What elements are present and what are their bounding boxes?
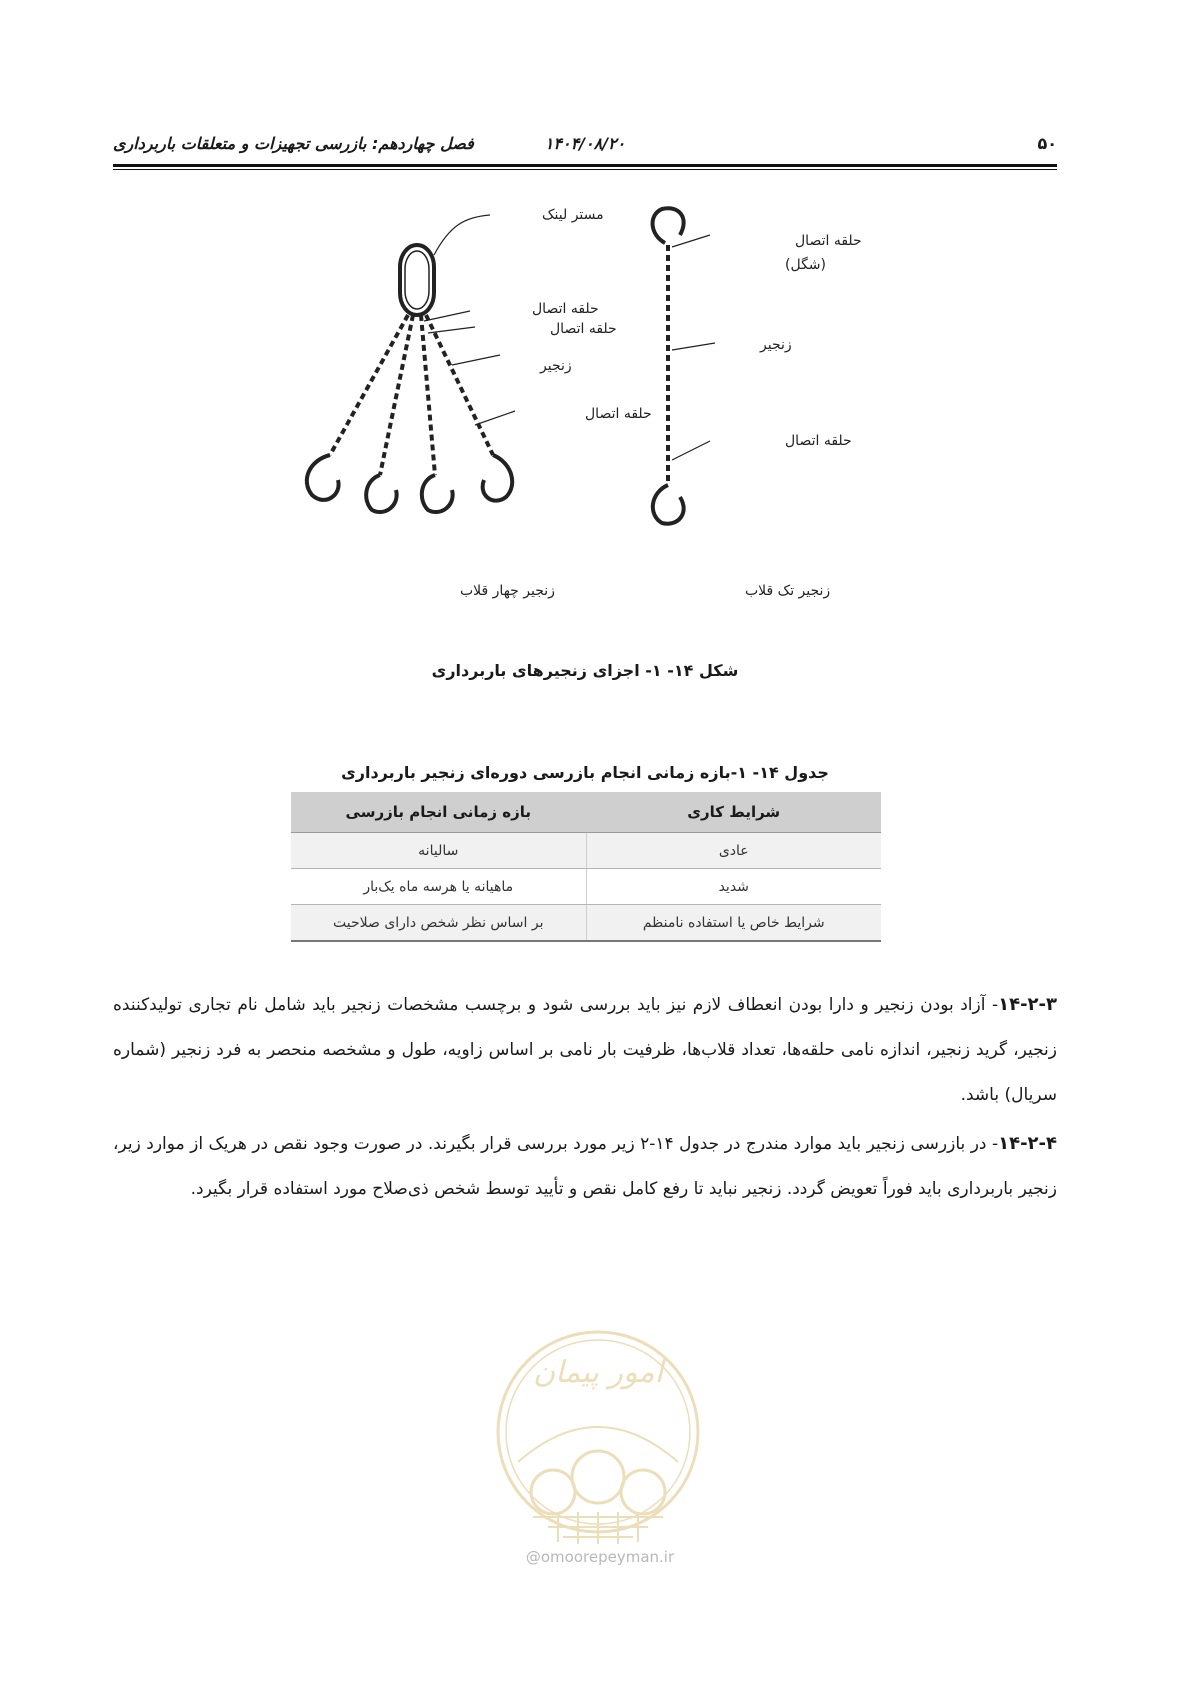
chain-figure	[300, 205, 880, 625]
header-date: ۱۴۰۴/۰۸/۲۰	[544, 134, 626, 153]
page-number: ۵۰	[1037, 134, 1057, 153]
hook-4	[483, 455, 513, 501]
four-hook-chain-drawing	[307, 215, 515, 512]
cell-interval: سالیانه	[291, 833, 586, 869]
leg-2	[380, 315, 413, 475]
table-row	[291, 833, 881, 869]
header-working-conditions: شرایط کاری	[586, 792, 881, 833]
label-single-hook-chain: زنجیر تک قلاب	[745, 583, 831, 599]
watermark-logo-text: امور پیمان	[533, 1355, 663, 1390]
chapter-title: فصل چهاردهم: بازرسی تجهیزات و متعلقات باربرداری	[113, 134, 474, 153]
label-shackle: (شگل)	[785, 257, 826, 273]
label-coupling-link-shackle: حلقه اتصال	[795, 233, 862, 249]
header-inspection-interval: بازه زمانی انجام بازرسی	[291, 792, 586, 833]
watermark-site: @omoorepeyman.ir	[525, 1548, 675, 1566]
cell-condition: شرایط خاص یا استفاده نامنظم	[586, 905, 881, 942]
hook-1	[307, 455, 339, 500]
paragraph-text: - آزاد بودن زنجیر و دارا بودن انعطاف لازم نیز باید بررسی شود و برچسب مشخصات زنجیر باید شامل نام تجاری تولیدکننده زنجیر، گرید زنجیر، اندازه نامی حلقه‌ها، تعداد قلاب‌ها، ظرفیت بار نامی بر اساس زاویه، طول و مشخصه منحصر به فرد زنجیر (شماره سریال) باشد.	[113, 995, 1057, 1105]
leg-1	[330, 315, 408, 455]
paragraph-14-2-4	[113, 1121, 1057, 1212]
table-caption: جدول ۱۴- ۱-بازه زمانی انجام بازرسی دوره‌ای زنجیر باربرداری	[341, 763, 829, 782]
paragraph-number: ۱۴-۲-۳	[998, 994, 1057, 1015]
watermark-logo	[478, 1312, 718, 1572]
paragraph-14-2-3	[113, 982, 1057, 1118]
inspection-interval-table	[291, 792, 881, 942]
label-coupling-link-4: حلقه اتصال	[785, 433, 852, 449]
cell-condition: شدید	[586, 869, 881, 905]
page-header	[113, 130, 1057, 164]
header-rule-thin	[113, 169, 1057, 170]
hook-3	[422, 475, 453, 512]
label-four-hook-chain: زنجیر چهار قلاب	[460, 583, 555, 599]
paragraph-text: - در بازرسی زنجیر باید موارد مندرج در جدول ۱۴-۲ زیر مورد بررسی قرار بگیرند. در صورت وجود نقص در هریک از موارد زیر، زنجیر باربرداری باید فوراً تعویض گردد. زنجیر نباید تا رفع کامل نقص و تأیید توسط شخص ذی‌صلاح مورد استفاده قرار بگیرد.	[113, 1134, 1057, 1199]
leg-3	[421, 315, 435, 475]
bottom-hook	[653, 485, 684, 524]
leg-4	[426, 315, 493, 455]
label-coupling-link-3: حلقه اتصال	[585, 406, 652, 422]
cell-interval: بر اساس نظر شخص دارای صلاحیت	[291, 905, 586, 942]
label-coupling-link-1: حلقه اتصال	[532, 301, 599, 317]
label-master-link: مستر لینک	[542, 207, 604, 223]
cell-condition: عادی	[586, 833, 881, 869]
single-hook-chain-drawing	[653, 208, 715, 523]
table-row	[291, 869, 881, 905]
label-coupling-link-2: حلقه اتصال	[550, 321, 617, 337]
hook-2	[366, 475, 396, 512]
label-chain-left: زنجیر	[540, 358, 572, 374]
table-header-row	[291, 792, 881, 833]
top-hook	[653, 208, 684, 243]
header-rule-thick	[113, 164, 1057, 167]
figure-caption: شکل ۱۴- ۱- اجزای زنجیرهای باربرداری	[431, 661, 739, 680]
cell-interval: ماهیانه یا هرسه ماه یک‌بار	[291, 869, 586, 905]
label-chain-right: زنجیر	[760, 337, 792, 353]
table-row	[291, 905, 881, 942]
paragraph-number: ۱۴-۲-۴	[998, 1133, 1057, 1154]
